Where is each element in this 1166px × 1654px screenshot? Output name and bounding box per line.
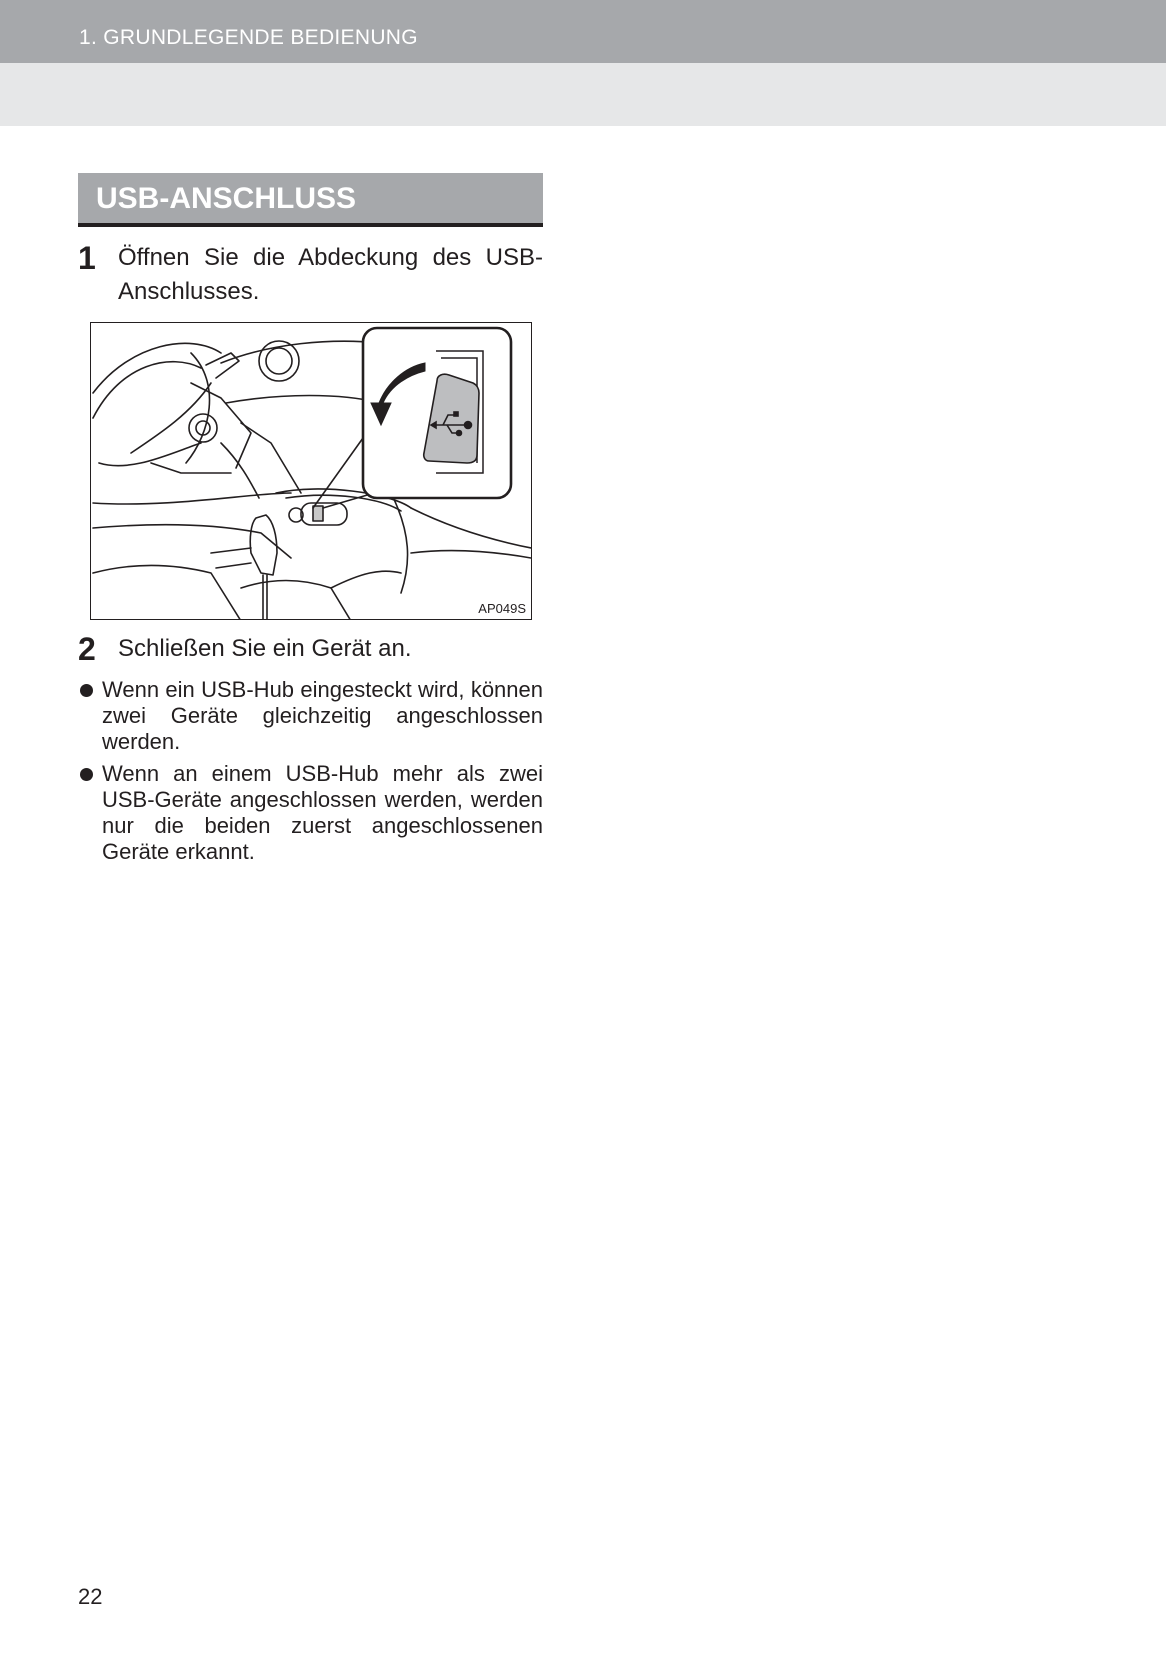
header-band (0, 63, 1166, 126)
step-2 (78, 632, 543, 668)
list-item (78, 677, 543, 755)
figure-code: AP049S (478, 601, 526, 616)
step-text: Schließen Sie ein Gerät an. (118, 635, 412, 662)
step-text: Öffnen Sie die Abdeckung des USB-Anschlusses. (118, 244, 543, 305)
usb-port-illustration (90, 322, 532, 620)
page-number: 22 (78, 1584, 103, 1609)
notes-list (78, 677, 543, 871)
step-1 (78, 241, 543, 311)
list-item (78, 761, 543, 865)
step-number: 1 (78, 240, 96, 276)
dashboard-drawing (91, 323, 532, 620)
step-number: 2 (78, 631, 96, 667)
chapter-header-bar (0, 0, 1166, 63)
section-title: USB-ANSCHLUSS (96, 182, 357, 215)
chapter-title: 1. GRUNDLEGENDE BEDIENUNG (79, 26, 418, 49)
bullet-icon (80, 684, 93, 697)
section-header (78, 173, 543, 227)
bullet-icon (80, 768, 93, 781)
note-text: Wenn ein USB-Hub eingesteckt wird, können zwei Geräte gleichzeitig angeschlossen werden. (102, 677, 543, 754)
note-text: Wenn an einem USB-Hub mehr als zwei USB-Geräte angeschlossen werden, werden nur die beiden zuerst angeschlossenen Geräte erkannt. (102, 761, 543, 864)
